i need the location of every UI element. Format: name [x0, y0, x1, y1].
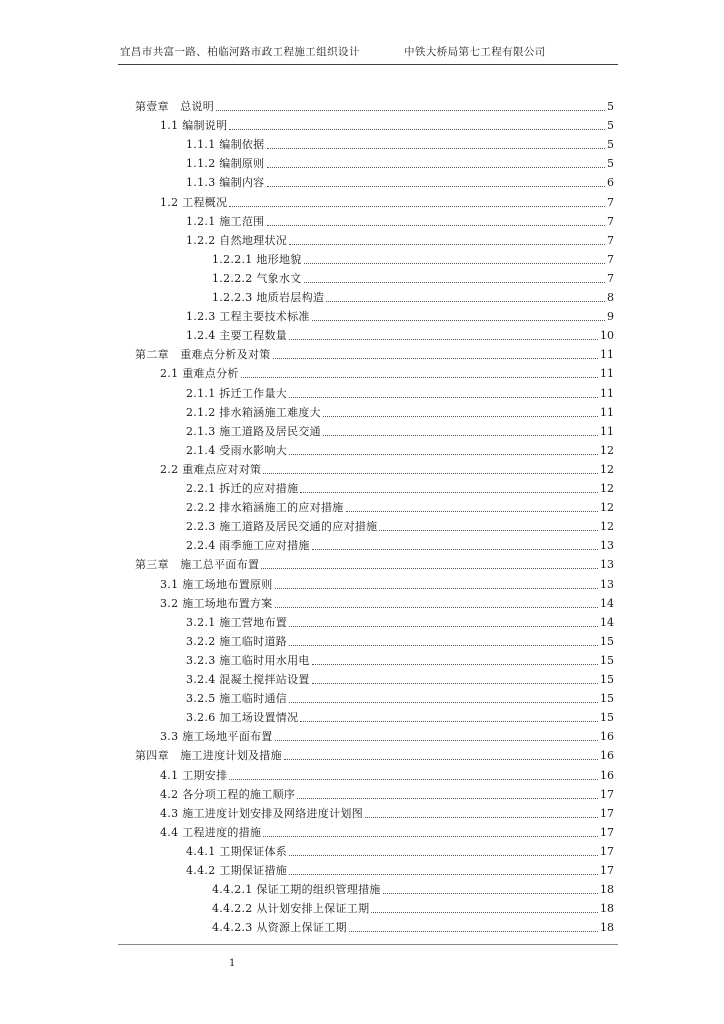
toc-leader-dots: [289, 338, 598, 340]
toc-leader-dots: [383, 892, 598, 894]
toc-entry-title: 1.1 编制说明: [160, 119, 228, 133]
toc-entry[interactable]: [212, 898, 614, 916]
toc-entry-title: 1.2 工程概况: [160, 195, 228, 209]
toc-entry[interactable]: [186, 153, 614, 171]
page-number: 1: [229, 958, 236, 969]
toc-entry-title: 2.2.4 雨季施工应对措施: [186, 539, 310, 553]
toc-entry-page: 11: [600, 424, 614, 438]
footer-divider: [118, 944, 618, 945]
toc-entry-page: 15: [600, 692, 614, 706]
toc-entry[interactable]: [186, 230, 614, 248]
toc-entry-page: 12: [600, 462, 614, 476]
toc-entry[interactable]: [186, 421, 614, 439]
toc-entry[interactable]: [212, 249, 614, 267]
toc-entry-title: 3.2.3 施工临时用水用电: [186, 653, 310, 667]
toc-entry[interactable]: [160, 192, 614, 210]
toc-entry-title: 4.2 各分项工程的施工顺序: [160, 787, 296, 801]
toc-entry-title: 2.1.4 受雨水影响大: [186, 443, 288, 457]
toc-leader-dots: [267, 224, 606, 226]
toc-entry[interactable]: [160, 115, 614, 133]
toc-entry-page: 13: [600, 558, 614, 572]
toc-entry-title: 4.4.1 工期保证体系: [186, 844, 288, 858]
toc-entry-title: 1.2.3 工程主要技术标准: [186, 310, 310, 324]
toc-entry[interactable]: [160, 574, 614, 592]
toc-entry-page: 17: [600, 844, 614, 858]
toc-entry-page: 12: [600, 520, 614, 534]
toc-entry-title: 第二章 重难点分析及对策: [135, 348, 271, 362]
toc-entry[interactable]: [160, 459, 614, 477]
toc-leader-dots: [267, 185, 606, 187]
toc-leader-dots: [312, 682, 598, 684]
page-header: [120, 44, 610, 64]
toc-entry[interactable]: [186, 631, 614, 649]
toc-entry-page: 17: [600, 864, 614, 877]
toc-entry-page: 16: [600, 730, 614, 744]
toc-entry-title: 4.1 工期安排: [160, 768, 228, 782]
toc-leader-dots: [346, 510, 598, 512]
toc-entry[interactable]: [186, 707, 614, 725]
toc-entry[interactable]: [186, 669, 614, 687]
toc-leader-dots: [229, 778, 598, 780]
toc-entry-page: 12: [600, 443, 614, 457]
toc-entry[interactable]: [186, 535, 614, 553]
toc-entry-title: 2.1 重难点分析: [160, 367, 239, 381]
toc-entry-title: 4.4.2 工期保证措施: [186, 864, 288, 877]
toc-leader-dots: [312, 319, 605, 321]
toc-entry-page: 7: [607, 195, 614, 209]
toc-entry[interactable]: [212, 268, 614, 286]
toc-entry-title: 2.2.3 施工道路及居民交通的应对措施: [186, 520, 378, 534]
toc-entry[interactable]: [186, 478, 614, 496]
toc-entry-title: 3.2.5 施工临时通信: [186, 692, 288, 706]
header-project-title: 宜昌市共富一路、柏临河路市政工程施工组织设计: [120, 46, 360, 58]
toc-entry-title: 1.2.4 主要工程数量: [186, 329, 288, 343]
toc-entry-title: 3.1 施工场地布置原则: [160, 577, 273, 591]
toc-entry-title: 第四章 施工进度计划及措施: [135, 749, 282, 763]
toc-entry-page: 13: [600, 539, 614, 553]
toc-entry[interactable]: [160, 822, 614, 840]
toc-entry[interactable]: [186, 612, 614, 630]
toc-entry-page: 11: [600, 367, 614, 381]
toc-entry-title: 1.1.1 编制依据: [186, 138, 265, 152]
toc-entry-page: 11: [600, 405, 614, 419]
toc-entry-title: 3.3 施工场地平面布置: [160, 730, 273, 744]
toc-entry-title: 2.2 重难点应对对策: [160, 462, 262, 476]
toc-leader-dots: [275, 606, 598, 608]
toc-entry-title: 3.2.1 施工营地布置: [186, 615, 288, 629]
toc-leader-dots: [300, 720, 598, 722]
toc-leader-dots: [289, 625, 598, 627]
toc-entry-page: 18: [600, 921, 614, 935]
toc-entry-title: 1.2.2.1 地形地貌: [212, 252, 302, 266]
toc-entry[interactable]: [186, 325, 614, 343]
toc-leader-dots: [323, 434, 598, 436]
toc-entry-title: 4.4.2.1 保证工期的组织管理措施: [212, 883, 381, 897]
toc-entry-title: 4.3 施工进度计划安排及网络进度计划图: [160, 806, 363, 820]
toc-entry-title: 3.2.4 混凝土搅拌站设置: [186, 673, 310, 686]
toc-entry[interactable]: [135, 344, 614, 362]
toc-entry-title: 1.2.1 施工范围: [186, 214, 265, 228]
toc-leader-dots: [229, 205, 605, 207]
toc-entry-page: 9: [607, 310, 614, 324]
toc-entry-title: 第三章 施工总平面布置: [135, 558, 260, 572]
toc-entry-title: 4.4.2.2 从计划安排上保证工期: [212, 902, 370, 916]
toc-entry-page: 14: [600, 596, 614, 610]
toc-leader-dots: [297, 797, 598, 799]
toc-entry-page: 13: [600, 577, 614, 591]
toc-entry-page: 12: [600, 501, 614, 515]
toc-leader-dots: [267, 147, 606, 149]
toc-leader-dots: [349, 930, 598, 932]
toc-leader-dots: [267, 166, 606, 168]
toc-entry[interactable]: [160, 784, 614, 802]
toc-leader-dots: [312, 548, 598, 550]
toc-entry-title: 3.2 施工场地布置方案: [160, 596, 273, 610]
toc-entry-page: 5: [607, 138, 614, 152]
toc-leader-dots: [284, 758, 598, 760]
toc-entry-page: 16: [600, 749, 614, 763]
toc-entry-page: 17: [600, 806, 614, 820]
toc-leader-dots: [304, 281, 605, 283]
toc-entry-page: 5: [607, 157, 614, 171]
toc-entry-page: 6: [607, 176, 614, 190]
toc-entry-page: 7: [607, 214, 614, 228]
toc-entry-title: 1.1.2 编制原则: [186, 157, 265, 171]
toc-leader-dots: [289, 854, 598, 856]
toc-entry-title: 3.2.6 加工场设置情况: [186, 711, 299, 725]
toc-entry-page: 15: [600, 673, 614, 686]
toc-entry-page: 17: [600, 825, 614, 839]
toc-entry-page: 11: [600, 386, 614, 400]
header-divider: [118, 64, 618, 65]
toc-entry-page: 14: [600, 615, 614, 629]
toc-entry-page: 7: [607, 252, 614, 266]
toc-entry[interactable]: [186, 211, 614, 229]
toc-entry-title: 2.1.1 拆迁工作量大: [186, 386, 288, 400]
toc-leader-dots: [304, 262, 605, 264]
toc-leader-dots: [300, 491, 598, 493]
toc-entry-page: 5: [607, 119, 614, 133]
toc-entry-page: 7: [607, 233, 614, 247]
toc-entry[interactable]: [186, 688, 614, 706]
toc-entry-title: 第壹章 总说明: [135, 100, 215, 113]
header-company-name: 中铁大桥局第七工程有限公司: [404, 46, 546, 58]
toc-entry-page: 11: [600, 348, 614, 362]
toc-entry[interactable]: [186, 440, 614, 458]
toc-entry[interactable]: [160, 803, 614, 821]
toc-entry-title: 1.2.2.3 地质岩层构造: [212, 291, 325, 304]
toc-entry[interactable]: [186, 497, 614, 515]
toc-entry[interactable]: [186, 402, 614, 420]
toc-leader-dots: [229, 128, 605, 130]
toc-entry-title: 4.4 工程进度的措施: [160, 825, 262, 839]
toc-leader-dots: [371, 911, 598, 913]
toc-entry-page: 17: [600, 787, 614, 801]
toc-entry-title: 1.1.3 编制内容: [186, 176, 265, 190]
toc-entry-page: 10: [600, 329, 614, 343]
toc-entry[interactable]: [186, 134, 614, 152]
toc-entry[interactable]: [135, 96, 614, 114]
toc-entry-title: 2.2.2 排水箱涵施工的应对措施: [186, 501, 344, 515]
toc-entry[interactable]: [135, 554, 614, 572]
toc-entry[interactable]: [186, 172, 614, 190]
toc-leader-dots: [263, 472, 598, 474]
toc-entry[interactable]: [186, 383, 614, 401]
toc-leader-dots: [289, 873, 598, 875]
toc-leader-dots: [289, 453, 598, 455]
toc-entry-title: 1.2.2 自然地理状况: [186, 233, 288, 247]
toc-entry-page: 15: [600, 653, 614, 667]
toc-entry[interactable]: [186, 841, 614, 859]
toc-entry[interactable]: [186, 650, 614, 668]
toc-entry-title: 4.4.2.3 从资源上保证工期: [212, 921, 347, 935]
toc-entry-page: 15: [600, 711, 614, 725]
toc-leader-dots: [273, 357, 598, 359]
toc-leader-dots: [379, 529, 598, 531]
toc-leader-dots: [289, 396, 598, 398]
toc-entry-page: 5: [607, 100, 614, 113]
toc-leader-dots: [241, 376, 598, 378]
toc-leader-dots: [275, 739, 598, 741]
toc-entry-title: 2.1.3 施工道路及居民交通: [186, 424, 321, 438]
toc-entry[interactable]: [212, 917, 614, 935]
toc-entry-title: 2.1.2 排水箱涵施工难度大: [186, 405, 321, 419]
toc-entry-page: 15: [600, 634, 614, 648]
toc-leader-dots: [312, 663, 598, 665]
toc-leader-dots: [263, 835, 598, 837]
toc-entry-page: 7: [607, 271, 614, 285]
toc-entry-title: 1.2.2.2 气象水文: [212, 271, 302, 285]
toc-leader-dots: [365, 816, 598, 818]
toc-entry-page: 8: [607, 291, 614, 304]
toc-entry-page: 16: [600, 768, 614, 782]
toc-entry[interactable]: [160, 765, 614, 783]
toc-leader-dots: [289, 644, 598, 646]
toc-leader-dots: [289, 701, 598, 703]
toc-leader-dots: [326, 300, 605, 302]
toc-leader-dots: [275, 587, 598, 589]
toc-entry[interactable]: [186, 516, 614, 534]
toc-entry[interactable]: [212, 287, 614, 305]
toc-entry[interactable]: [186, 306, 614, 324]
toc-entry-title: 3.2.2 施工临时道路: [186, 634, 288, 648]
toc-entry[interactable]: [160, 593, 614, 611]
toc-entry[interactable]: [160, 363, 614, 381]
toc-leader-dots: [289, 243, 605, 245]
toc-leader-dots: [216, 109, 605, 111]
toc-entry-page: 18: [600, 883, 614, 897]
toc-entry-title: 2.2.1 拆迁的应对措施: [186, 482, 299, 495]
toc-entry[interactable]: [135, 745, 614, 763]
toc-leader-dots: [261, 567, 598, 569]
toc-entry-page: 18: [600, 902, 614, 916]
toc-entry[interactable]: [212, 879, 614, 897]
toc-entry[interactable]: [160, 726, 614, 744]
toc-entry-page: 12: [600, 482, 614, 495]
toc-entry[interactable]: [186, 860, 614, 878]
toc-leader-dots: [323, 415, 598, 417]
